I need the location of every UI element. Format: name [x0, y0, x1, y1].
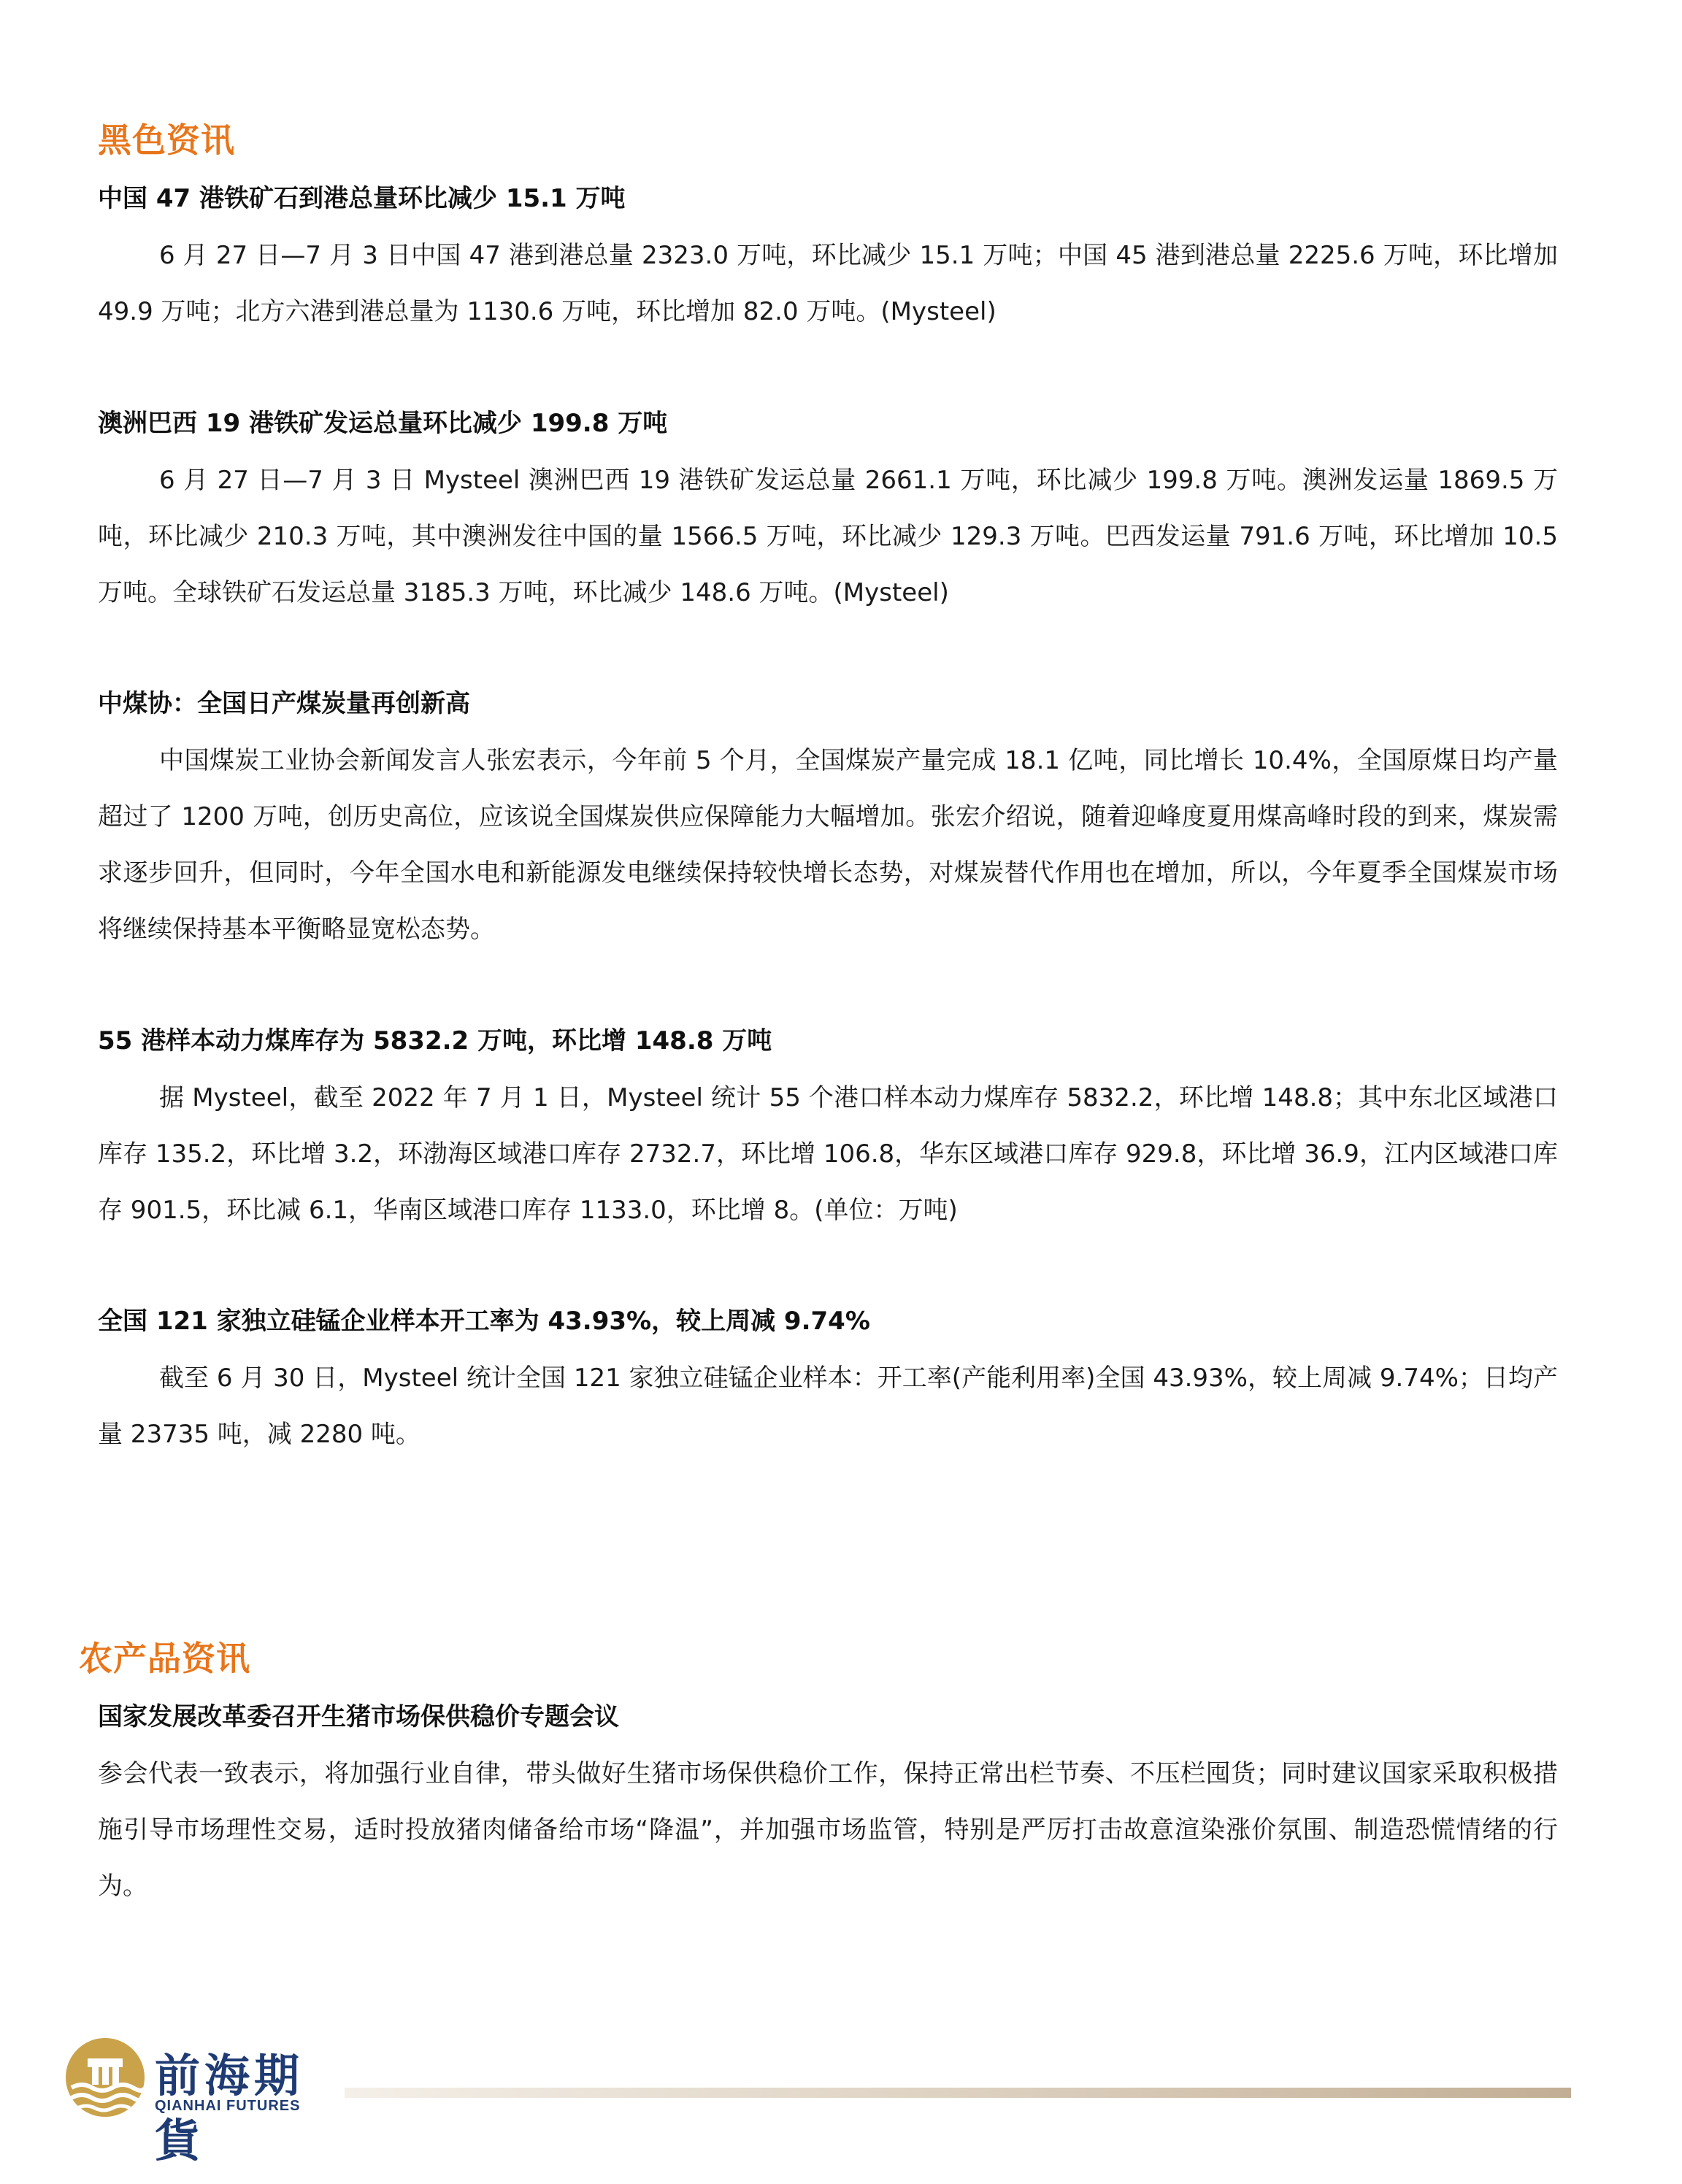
article-headline: 全国 121 家独立硅锰企业样本开工率为 43.93%，较上周减 9.74% — [98, 1307, 870, 1336]
article-body: 参会代表一致表示，将加强行业自律，带头做好生猪市场保供稳价工作，保持正常出栏节奏、不压栏囤货；同时建议国家采取积极措施引导市场理性交易，适时投放猪肉储备给市场“降温”，并加强市场监管，特别是严厉打击故意渲染涨价氛围、制造恐慌情绪的行为。 — [98, 1759, 1558, 1901]
article-headline: 中煤协：全国日产煤炭量再创新高 — [98, 689, 470, 718]
article-iron-ore-shipments — [98, 406, 1558, 621]
footer-divider — [345, 2088, 1571, 2098]
article-silicomanganese — [98, 1304, 1558, 1463]
article-coal-output — [98, 686, 1558, 958]
article-headline: 国家发展改革委召开生猪市场保供稳价专题会议 — [98, 1702, 619, 1731]
section-title-black: 黑色资讯 — [98, 120, 235, 160]
article-headline: 55 港样本动力煤库存为 5832.2 万吨，环比增 148.8 万吨 — [98, 1026, 772, 1056]
wave-emblem-icon — [64, 2037, 146, 2118]
article-body: 中国煤炭工业协会新闻发言人张宏表示，今年前 5 个月，全国煤炭产量完成 18.1 亿吨，同比增长 10.4%，全国原煤日均产量超过了 1200 万吨，创历史高位，应该说全国煤炭供应保障能力大幅增加。张宏介绍说，随着迎峰度夏用煤高峰时段的到来，煤炭需求逐步回升，但同时，今年全国水电和新能源发电继续保持较快增长态势，对煤炭替代作用也在增加，所以，今年夏季全国煤炭市场将继续保持基本平衡略显宽松态势。 — [98, 746, 1558, 944]
article-headline: 中国 47 港铁矿石到港总量环比减少 15.1 万吨 — [98, 184, 626, 213]
article-body: 6 月 27 日—7 月 3 日 Mysteel 澳洲巴西 19 港铁矿发运总量 2661.1 万吨，环比减少 199.8 万吨。澳洲发运量 1869.5 万吨，环比减少 210.3 万吨，其中澳洲发往中国的量 1566.5 万吨，环比减少 129.3 万吨。巴西发运量 791.6 万吨，环比增加 10.5 万吨。全球铁矿石发运总量 3185.3 万吨，环比减少 148.6 万吨。(Mysteel) — [98, 466, 1558, 607]
article-hog-market — [98, 1699, 1558, 1915]
company-logo — [64, 2037, 327, 2167]
article-body: 截至 6 月 30 日，Mysteel 统计全国 121 家独立硅锰企业样本：开工率(产能利用率)全国 43.93%，较上周减 9.74%；日均产量 23735 吨，减 2280 吨。 — [98, 1364, 1558, 1449]
article-body: 据 Mysteel，截至 2022 年 7 月 1 日，Mysteel 统计 55 个港口样本动力煤库存 5832.2，环比增 148.8；其中东北区域港口库存 135.2，环比增 3.2，环渤海区域港口库存 2732.7，环比增 106.8，华东区域港口库存 929.8，环比增 36.9，江内区域港口库存 901.5，环比减 6.1，华南区域港口库存 1133.0，环比增 8。(单位：万吨) — [98, 1083, 1558, 1225]
article-port-coal-inventory — [98, 1023, 1558, 1239]
article-headline: 澳洲巴西 19 港铁矿发运总量环比减少 199.8 万吨 — [98, 409, 668, 438]
logo-english-name: QIANHAI FUTURES — [155, 2098, 301, 2114]
logo-chinese-name: 前海期貨 — [155, 2049, 304, 2167]
article-body: 6 月 27 日—7 月 3 日中国 47 港到港总量 2323.0 万吨，环比减少 15.1 万吨；中国 45 港到港总量 2225.6 万吨，环比增加 49.9 万吨；北方六港到港总量为 1130.6 万吨，环比增加 82.0 万吨。(Mysteel) — [98, 241, 1558, 326]
section-title-agri: 农产品资讯 — [79, 1639, 250, 1678]
article-iron-ore-arrivals — [98, 181, 1558, 340]
